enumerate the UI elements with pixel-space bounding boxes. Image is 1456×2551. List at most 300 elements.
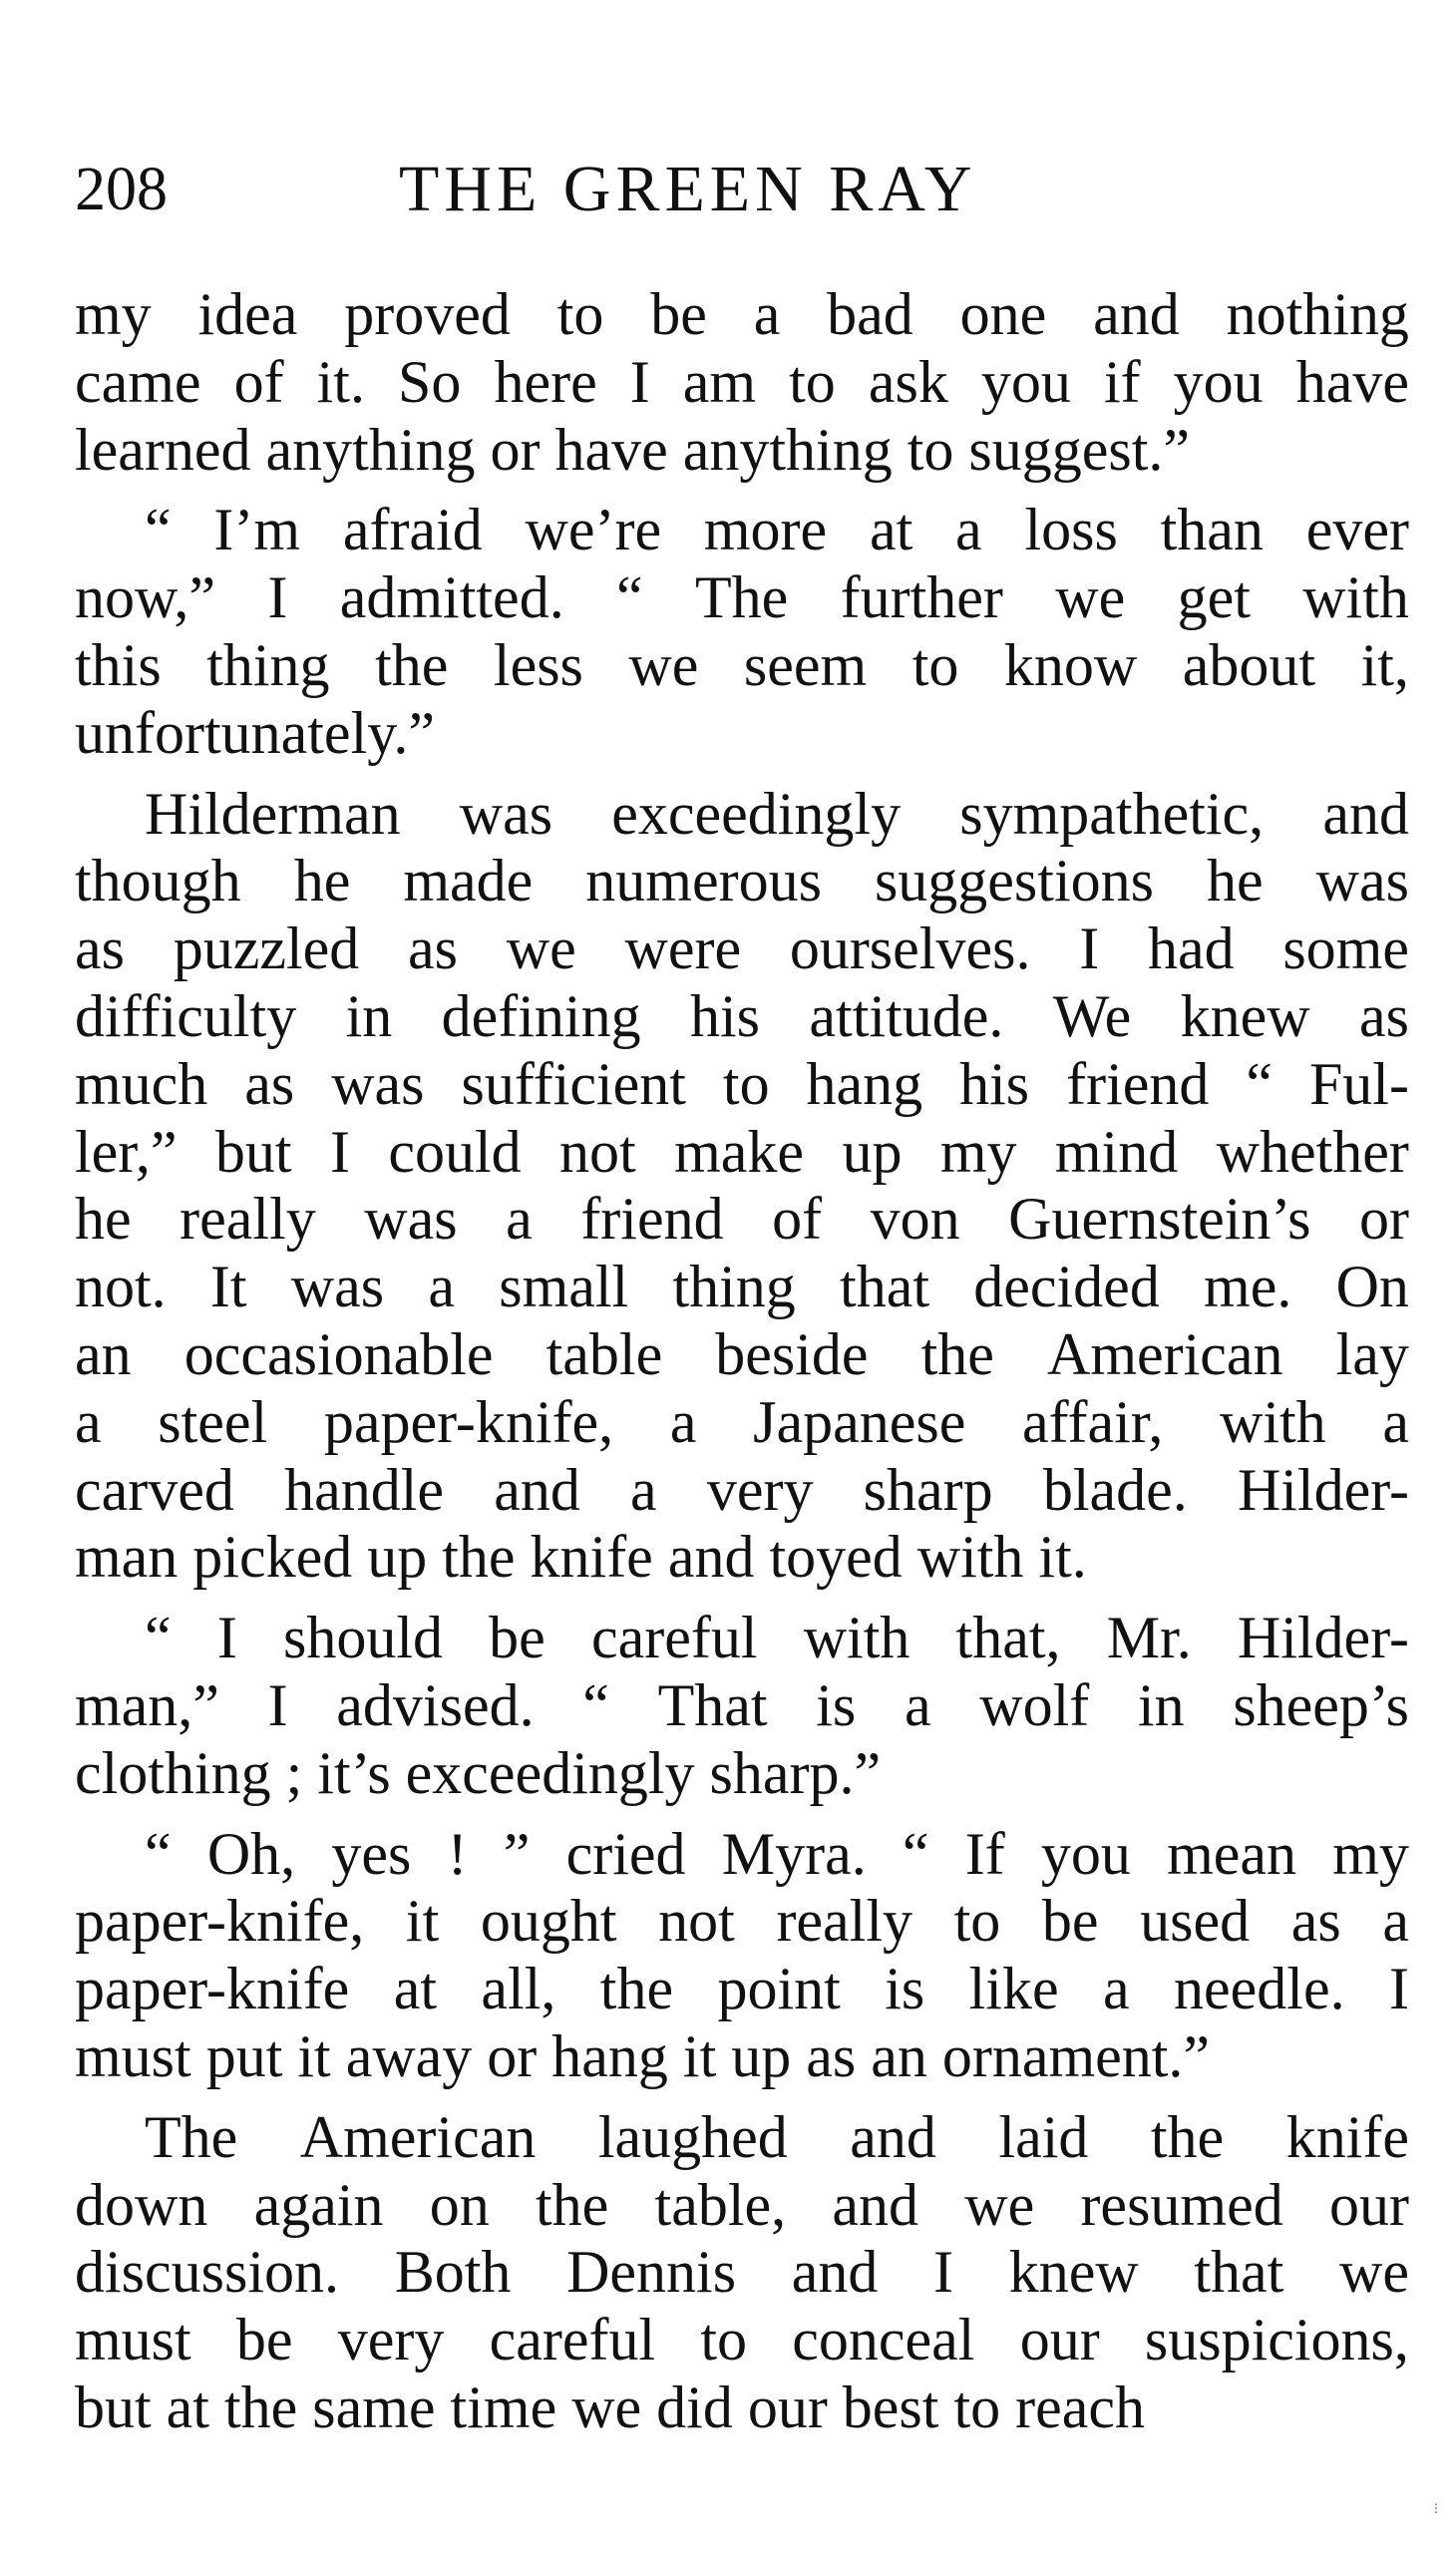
line-text	[75, 1051, 1409, 1119]
word: again	[253, 2171, 384, 2238]
word: that	[1194, 2239, 1284, 2306]
word: exceedingly	[611, 780, 902, 847]
paragraph	[75, 1605, 1409, 1807]
line-text: must put it away or hang it up as an ornament.”	[75, 2022, 1211, 2089]
paragraph	[75, 497, 1409, 767]
line-text	[75, 915, 1409, 983]
word: So	[398, 348, 462, 415]
word: ler,”	[75, 1118, 178, 1185]
running-head	[75, 150, 1411, 229]
word: puzzled	[173, 915, 360, 982]
word: as	[244, 1050, 295, 1117]
word: beside	[715, 1320, 869, 1387]
word: table	[546, 1320, 663, 1387]
word: less	[493, 631, 583, 698]
word: my	[75, 281, 152, 347]
line-text: clothing ; it’s exceedingly sharp.”	[75, 1739, 882, 1806]
word: idea	[197, 281, 298, 347]
word: we	[964, 2171, 1035, 2238]
word: the	[535, 2171, 609, 2238]
word: it.	[316, 348, 365, 415]
line-text	[75, 349, 1409, 417]
text-line	[75, 1389, 1409, 1457]
word: used	[1140, 1888, 1251, 1955]
word: wolf	[979, 1671, 1090, 1738]
word: “	[145, 497, 172, 563]
word: table,	[654, 2171, 787, 2238]
word: you	[1040, 1820, 1131, 1887]
line-text	[75, 2172, 1409, 2240]
word: sheep’s	[1233, 1671, 1409, 1738]
word: now,”	[75, 564, 216, 631]
word: friend	[580, 1186, 724, 1253]
word: that	[840, 1254, 930, 1320]
line-text	[75, 281, 1409, 349]
word: my	[1332, 1820, 1409, 1887]
word: Hilder-	[1237, 1456, 1409, 1523]
word: ”	[503, 1820, 531, 1887]
word: defining	[441, 982, 641, 1049]
word: careful	[590, 1605, 758, 1671]
word: about	[1182, 631, 1316, 698]
word: I	[1079, 915, 1100, 982]
word: von	[870, 1186, 960, 1253]
word: a	[669, 1388, 697, 1455]
text-line	[75, 983, 1409, 1051]
word: the	[920, 1320, 994, 1387]
word: I	[1389, 1956, 1409, 2022]
word: American	[299, 2103, 537, 2170]
word: we	[1339, 2239, 1409, 2306]
word: seem	[743, 631, 868, 698]
word: be	[235, 2307, 293, 2373]
word: with	[1302, 564, 1409, 631]
word: of	[772, 1186, 823, 1253]
word: very	[706, 1456, 814, 1523]
line-text	[75, 1321, 1409, 1389]
word: a	[630, 1456, 657, 1523]
text-line	[75, 1605, 1409, 1672]
line-text	[75, 983, 1409, 1051]
word: I	[329, 1118, 350, 1185]
word: it	[405, 1888, 440, 1955]
word: much	[75, 1050, 208, 1117]
word: get	[1177, 564, 1251, 631]
word: as	[408, 915, 459, 982]
word: !	[447, 1820, 468, 1887]
word: more	[703, 497, 828, 563]
word: to	[911, 631, 959, 698]
word: very	[337, 2307, 445, 2373]
word: attitude.	[809, 982, 1004, 1049]
word: have	[1295, 348, 1409, 415]
word: “	[1246, 1050, 1273, 1117]
word: occasionable	[183, 1320, 494, 1387]
word: The	[695, 564, 789, 631]
word: is	[885, 1956, 925, 2022]
word: if	[1103, 348, 1141, 415]
word: the	[599, 1956, 674, 2022]
word: American	[1047, 1320, 1283, 1387]
paragraph-gap	[75, 2091, 1409, 2104]
text-line	[75, 497, 1409, 564]
text-line	[75, 1254, 1409, 1321]
text-line	[75, 915, 1409, 983]
text-line	[75, 1321, 1409, 1389]
word: a	[506, 1186, 533, 1253]
word: am	[682, 348, 757, 415]
word: as	[1358, 982, 1409, 1049]
word: you	[980, 348, 1071, 415]
text-line	[75, 2023, 1409, 2091]
word: was	[290, 1254, 385, 1320]
word: whether	[1216, 1118, 1409, 1185]
line-text	[75, 2307, 1409, 2374]
word: not	[559, 1118, 636, 1185]
word: was	[459, 780, 553, 847]
word: is	[816, 1671, 857, 1738]
word: a	[1382, 1388, 1409, 1455]
word: in	[1137, 1671, 1185, 1738]
word: our	[1019, 2307, 1100, 2373]
word: bad	[827, 281, 913, 347]
word: suggestions	[874, 848, 1154, 914]
word: small	[499, 1254, 629, 1320]
word: proved	[344, 281, 511, 347]
text-line	[75, 1051, 1409, 1119]
word: blade.	[1042, 1456, 1188, 1523]
word: “	[145, 1605, 172, 1671]
word: could	[388, 1118, 522, 1185]
page-number: 208	[75, 156, 168, 223]
word: ask	[868, 348, 948, 415]
word: as	[75, 915, 125, 982]
word: or	[1358, 1186, 1409, 1253]
word: “	[902, 1820, 929, 1887]
word: had	[1147, 915, 1235, 982]
word: that,	[955, 1605, 1061, 1671]
word: I	[267, 564, 288, 631]
word: made	[403, 848, 534, 914]
word: mean	[1167, 1820, 1297, 1887]
word: a	[428, 1254, 455, 1320]
line-text	[75, 1254, 1409, 1321]
word: a	[75, 1388, 102, 1455]
word: paper-knife,	[323, 1388, 614, 1455]
word: it,	[1360, 631, 1409, 698]
line-text	[145, 497, 1409, 564]
text-line	[75, 700, 1409, 768]
word: cried	[565, 1820, 686, 1887]
word: to	[722, 1050, 770, 1117]
paragraph	[75, 281, 1409, 484]
word: “	[616, 564, 643, 631]
word: here	[494, 348, 597, 415]
word: the	[1150, 2103, 1225, 2170]
word: knife	[1285, 2103, 1409, 2170]
line-text	[75, 564, 1409, 632]
word: an	[75, 1320, 132, 1387]
word: lay	[1335, 1320, 1409, 1387]
text-line	[75, 1524, 1409, 1592]
word: point	[717, 1956, 841, 2022]
word: a	[1382, 1888, 1409, 1955]
word: my	[939, 1118, 1017, 1185]
paragraph	[75, 2104, 1409, 2442]
text-line	[75, 1457, 1409, 1525]
word: one	[959, 281, 1047, 347]
word: we	[628, 631, 699, 698]
word: with	[1220, 1388, 1326, 1455]
word: I	[629, 348, 650, 415]
word: you	[1173, 348, 1264, 415]
word: conceal	[792, 2307, 975, 2373]
word: affair,	[1021, 1388, 1164, 1455]
word: nothing	[1226, 281, 1409, 347]
word: further	[840, 564, 1003, 631]
word: came	[75, 348, 201, 415]
word: sufficient	[461, 1050, 686, 1117]
word: down	[75, 2171, 208, 2238]
text-line	[75, 1956, 1409, 2023]
word: with	[803, 1605, 910, 1671]
word: should	[282, 1605, 443, 1671]
word: carved	[75, 1456, 234, 1523]
word: Ful-	[1308, 1050, 1409, 1117]
word: Hilderman	[145, 780, 401, 847]
text-line	[75, 1740, 1409, 1808]
word: in	[345, 982, 393, 1049]
word: a	[904, 1671, 931, 1738]
line-text: man picked up the knife and toyed with it.	[75, 1524, 1087, 1591]
text-line	[75, 1119, 1409, 1187]
text-line	[75, 1888, 1409, 1956]
word: laid	[998, 2103, 1089, 2170]
text-line	[75, 632, 1409, 700]
word: loss	[1024, 497, 1118, 563]
word: not	[658, 1888, 735, 1955]
word: decided	[973, 1254, 1160, 1320]
word: knew	[1180, 982, 1310, 1049]
word: suspicions,	[1144, 2307, 1409, 2373]
word: a	[955, 497, 982, 563]
text-line	[75, 848, 1409, 915]
word: be	[1041, 1888, 1099, 1955]
word: thing	[206, 631, 330, 698]
word: to	[700, 2307, 748, 2373]
word: we	[1055, 564, 1126, 631]
word: to	[556, 281, 604, 347]
line-text	[75, 1119, 1409, 1187]
word: be	[650, 281, 707, 347]
word: I	[933, 2239, 954, 2306]
word: his	[689, 982, 761, 1049]
word: was	[331, 1050, 425, 1117]
text-line	[75, 1672, 1409, 1740]
word: advised.	[336, 1671, 535, 1738]
word: and	[791, 2239, 879, 2306]
word: thing	[672, 1254, 796, 1320]
word: ourselves.	[789, 915, 1031, 982]
word: was	[364, 1186, 458, 1253]
word: we’re	[525, 497, 662, 563]
word: me.	[1204, 1254, 1292, 1320]
word: careful	[489, 2307, 656, 2373]
word: though	[75, 848, 241, 914]
margin-mark: ⋮	[1430, 2501, 1442, 2515]
line-text	[145, 781, 1409, 849]
word: laughed	[597, 2103, 788, 2170]
word: Both	[394, 2239, 512, 2306]
line-text	[145, 1821, 1409, 1889]
text-line	[75, 349, 1409, 417]
body-text	[75, 281, 1409, 2442]
line-text: unfortunately.”	[75, 699, 435, 766]
word: but	[214, 1118, 292, 1185]
word: man,”	[75, 1671, 219, 1738]
word: and	[1093, 281, 1180, 347]
word: really	[776, 1888, 913, 1955]
word: I’m	[213, 497, 301, 563]
word: knew	[1008, 2239, 1139, 2306]
word: some	[1282, 915, 1409, 982]
line-text	[145, 1605, 1409, 1672]
word: resumed	[1080, 2171, 1283, 2238]
word: he	[293, 848, 351, 914]
text-line	[75, 281, 1409, 349]
word: admitted.	[339, 564, 564, 631]
word: and	[494, 1456, 580, 1523]
word: numerous	[585, 848, 822, 914]
word: We	[1052, 982, 1132, 1049]
word: be	[489, 1605, 546, 1671]
line-text	[75, 2239, 1409, 2307]
word: ever	[1305, 497, 1409, 563]
word: If	[964, 1820, 1005, 1887]
text-line	[75, 2307, 1409, 2374]
word: and	[1322, 780, 1409, 847]
word: On	[1335, 1254, 1409, 1320]
word: The	[145, 2103, 238, 2170]
text-line	[75, 2104, 1409, 2172]
line-text	[75, 1956, 1409, 2023]
word: all,	[481, 1956, 556, 2022]
word: than	[1160, 497, 1264, 563]
word: hang	[806, 1050, 923, 1117]
word: mind	[1054, 1118, 1179, 1185]
paragraph-gap	[75, 1592, 1409, 1605]
word: were	[624, 915, 742, 982]
text-line	[75, 1186, 1409, 1254]
word: to	[953, 1888, 1001, 1955]
text-line	[75, 417, 1409, 485]
word: up	[842, 1118, 903, 1185]
word: and	[850, 2103, 936, 2170]
word: this	[75, 631, 162, 698]
word: steel	[158, 1388, 268, 1455]
word: difficulty	[75, 982, 297, 1049]
word: a	[1103, 1956, 1130, 2022]
text-line	[75, 2172, 1409, 2240]
word: on	[429, 2171, 490, 2238]
word: at	[393, 1956, 438, 2022]
line-text	[75, 1186, 1409, 1254]
paragraph-gap	[75, 484, 1409, 497]
word: sympathetic,	[959, 780, 1265, 847]
word: a	[753, 281, 781, 347]
word: make	[674, 1118, 805, 1185]
word: paper-knife,	[75, 1888, 365, 1955]
word: Dennis	[566, 2239, 737, 2306]
word: the	[375, 631, 449, 698]
line-text	[75, 632, 1409, 700]
line-text	[75, 1389, 1409, 1457]
word: discussion.	[75, 2239, 340, 2306]
word: Hilder-	[1237, 1605, 1409, 1671]
word: friend	[1066, 1050, 1210, 1117]
word: of	[233, 348, 284, 415]
line-text	[75, 1672, 1409, 1740]
book-title: THE GREEN RAY	[399, 153, 977, 225]
paragraph-gap	[75, 768, 1409, 781]
word: Mr.	[1106, 1605, 1192, 1671]
paragraph-gap	[75, 1808, 1409, 1821]
word: he	[75, 1186, 132, 1253]
word: know	[1003, 631, 1138, 698]
word: needle.	[1174, 1956, 1345, 2022]
word: we	[506, 915, 576, 982]
word: and	[832, 2171, 919, 2238]
word: really	[180, 1186, 316, 1253]
line-text	[75, 1888, 1409, 1956]
line-text	[145, 2104, 1409, 2172]
word: Oh,	[206, 1820, 296, 1887]
word: must	[75, 2307, 191, 2373]
word: like	[968, 1956, 1059, 2022]
word: Guernstein’s	[1008, 1186, 1311, 1253]
word: at	[869, 497, 913, 563]
word: yes	[331, 1820, 412, 1887]
word: our	[1328, 2171, 1409, 2238]
text-line	[75, 2374, 1409, 2442]
line-text: but at the same time we did our best to reach	[75, 2373, 1145, 2440]
word: I	[267, 1671, 288, 1738]
text-line	[75, 781, 1409, 849]
word: to	[789, 348, 836, 415]
word: It	[209, 1254, 247, 1320]
paragraph	[75, 1821, 1409, 2091]
word: handle	[284, 1456, 444, 1523]
word: “	[145, 1820, 172, 1887]
text-line	[75, 1821, 1409, 1889]
line-text	[75, 848, 1409, 915]
word: “	[582, 1671, 609, 1738]
word: ought	[480, 1888, 617, 1955]
paragraph	[75, 781, 1409, 1593]
word: paper-knife	[75, 1956, 350, 2022]
word: That	[657, 1671, 768, 1738]
text-line	[75, 564, 1409, 632]
word: afraid	[342, 497, 483, 563]
line-text: learned anything or have anything to suggest.”	[75, 416, 1191, 483]
line-text	[75, 1457, 1409, 1525]
word: I	[216, 1605, 237, 1671]
word: as	[1290, 1888, 1341, 1955]
word: not.	[75, 1254, 167, 1320]
word: was	[1315, 848, 1409, 914]
word: sharp	[863, 1456, 993, 1523]
word: he	[1207, 848, 1264, 914]
